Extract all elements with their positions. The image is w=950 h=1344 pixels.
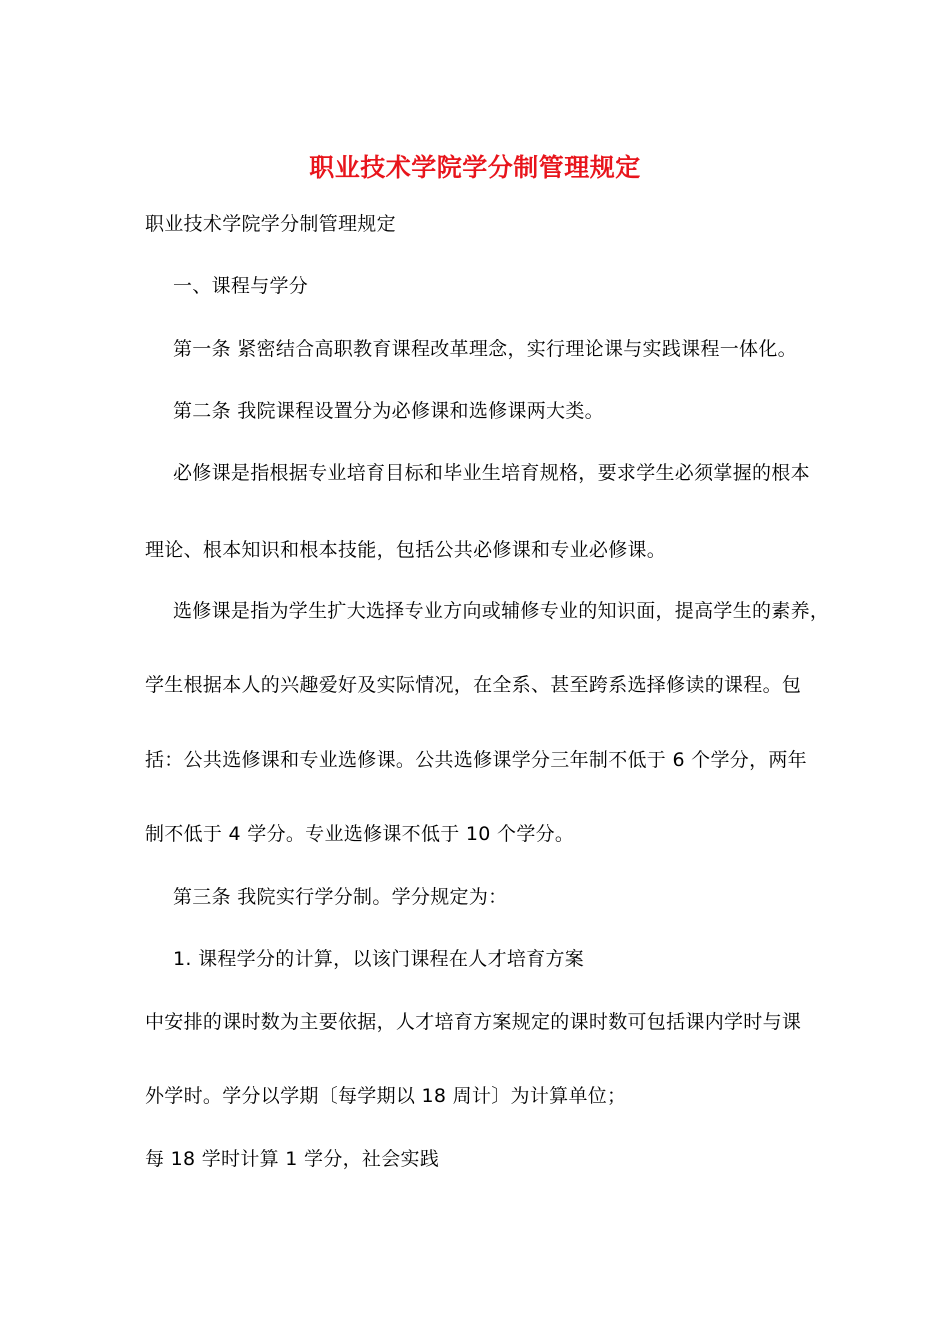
section-heading: 一、课程与学分 [173, 275, 309, 297]
paragraph-line: 括：公共选修课和专业选修课。公共选修课学分三年制不低于 6 个学分，两年 [145, 749, 807, 771]
subtitle-line: 职业技术学院学分制管理规定 [145, 213, 396, 235]
article-three: 第三条 我院实行学分制。学分规定为： [173, 886, 508, 908]
paragraph-line: 中安排的课时数为主要依据，人才培育方案规定的课时数可包括课内学时与课 [145, 1011, 802, 1033]
document-title: 职业技术学院学分制管理规定 [309, 153, 641, 182]
article-two: 第二条 我院课程设置分为必修课和选修课两大类。 [173, 400, 604, 422]
article-one: 第一条 紧密结合高职教育课程改革理念，实行理论课与实践课程一体化。 [173, 338, 797, 360]
paragraph-line: 必修课是指根据专业培育目标和毕业生培育规格，要求学生必须掌握的根本 [173, 462, 810, 484]
paragraph-line: 选修课是指为学生扩大选择专业方向或辅修专业的知识面，提高学生的素养， [173, 600, 830, 622]
paragraph-line: 学生根据本人的兴趣爱好及实际情况，在全系、甚至跨系选择修读的课程。包 [145, 674, 802, 696]
paragraph-line: 外学时。学分以学期〔每学期以 18 周计〕为计算单位； [145, 1085, 627, 1107]
paragraph-line: 每 18 学时计算 1 学分，社会实践 [145, 1148, 440, 1170]
paragraph-line: 制不低于 4 学分。专业选修课不低于 10 个学分。 [145, 823, 575, 845]
paragraph-line: 1. 课程学分的计算，以该门课程在人才培育方案 [173, 948, 585, 970]
paragraph-line: 理论、根本知识和根本技能，包括公共必修课和专业必修课。 [145, 539, 667, 561]
